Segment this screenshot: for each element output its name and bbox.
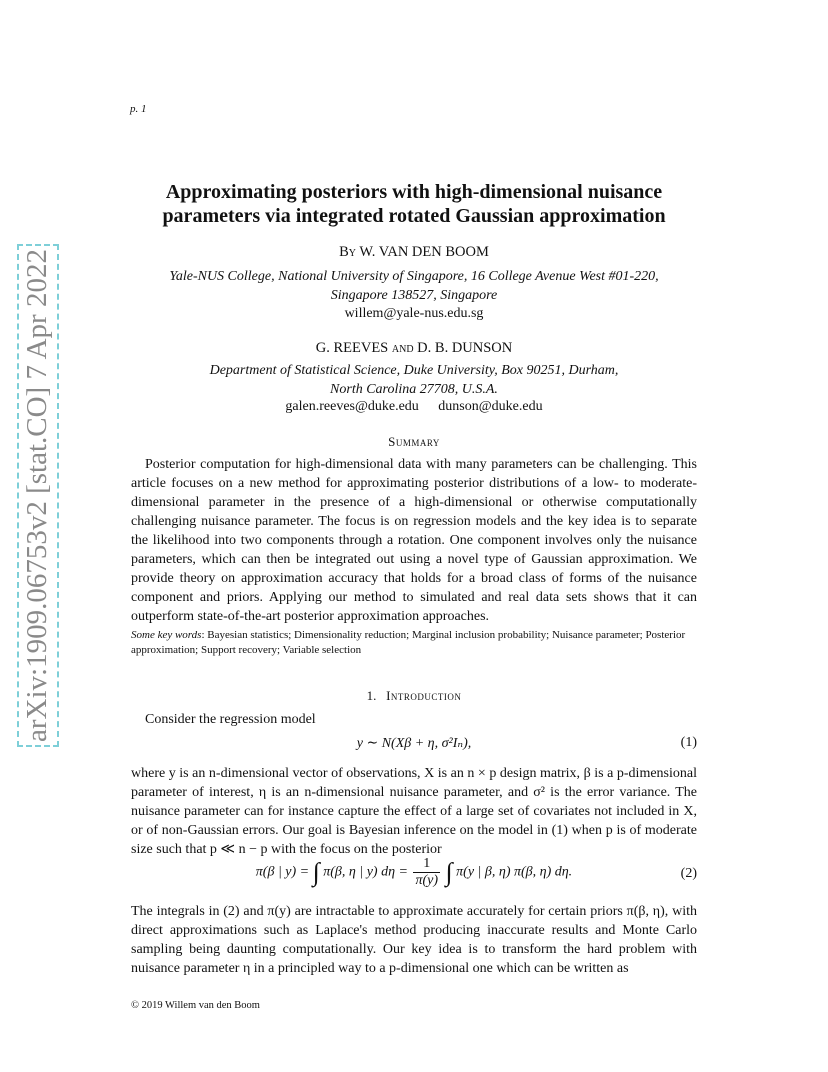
- by-label: By: [339, 244, 357, 260]
- authors-2-3-affiliation: [0, 361, 828, 399]
- authors-2-3: [0, 340, 828, 357]
- author-1-affiliation: [0, 267, 828, 305]
- author-2-name: G. REEVES: [315, 340, 389, 356]
- arxiv-stamp: arXiv:1909.06753v2 [stat.CO] 7 Apr 2022: [21, 249, 53, 742]
- equation-2: [131, 856, 697, 896]
- affiliation-1-line-1: Yale-NUS College, National University of Singapore, 16 College Avenue West #01-220,: [169, 269, 659, 284]
- equation-2-body: [131, 856, 697, 889]
- equation-2-integrand-2: π(y | β, η) π(β, η) dη.: [456, 864, 573, 880]
- equation-2-integrand-1: π(β, η | y) dη =: [323, 864, 408, 880]
- keywords: [131, 628, 697, 658]
- fraction-denominator: π(y): [415, 873, 439, 888]
- equation-1-number: (1): [680, 735, 697, 750]
- page-number: p. 1: [130, 103, 147, 115]
- affiliation-2-line-1: Department of Statistical Science, Duke University, Box 90251, Durham,: [209, 363, 619, 378]
- section-number: 1.: [366, 688, 377, 703]
- title-line-1: Approximating posteriors with high-dimensional nuisance: [165, 181, 663, 203]
- equation-1-body: y ∼ N(Xβ + η, σ²Iₙ),: [356, 736, 472, 751]
- affiliation-2-line-2: North Carolina 27708, U.S.A.: [330, 382, 498, 397]
- paper-title: [0, 180, 828, 228]
- integral-sign-1: ∫: [312, 857, 320, 887]
- equation-2-fraction: [413, 856, 440, 889]
- intro-paragraph-1: Consider the regression model: [145, 712, 316, 727]
- intro-paragraph-2: where y is an n-dimensional vector of observations, X is an n × p design matrix, β is a p-dimensional parameter of interest, η is an n-dimensional nuisance parameter, and σ² is the error variance. The nuisance parameter can for instance capture the effect of a large set of covariates not included in X, or of non-Gaussian errors. Our goal is Bayesian inference on the model in (1) when p is of moderate size such that p ≪ n − p with the focus on the posterior: [131, 766, 697, 857]
- affiliation-1-line-2: Singapore 138527, Singapore: [330, 288, 498, 303]
- equation-2-lhs: π(β | y) =: [255, 864, 310, 880]
- equation-2-number: (2): [680, 866, 697, 881]
- author-1-name: W. VAN DEN BOOM: [359, 244, 489, 260]
- integral-sign-2: ∫: [445, 857, 453, 887]
- author-3-email[interactable]: dunson@duke.edu: [438, 399, 543, 414]
- author-1-email[interactable]: willem@yale-nus.edu.sg: [344, 306, 484, 321]
- keywords-label: Some key words: [131, 629, 202, 641]
- authors-2-3-emails: [0, 399, 828, 415]
- title-line-2: parameters via integrated rotated Gaussian approximation: [162, 205, 666, 227]
- author-1: [0, 244, 828, 261]
- copyright-footer: © 2019 Willem van den Boom: [131, 1000, 260, 1011]
- and-connector: and: [391, 340, 414, 356]
- summary-heading: Summary: [388, 434, 440, 449]
- section-title: Introduction: [386, 688, 462, 703]
- intro-paragraph-3: The integrals in (2) and π(y) are intractable to approximate accurately for certain priors π(β, η), with direct approximations such as Laplace's method producing inaccurate results and Monte Carlo sampling being daunting computationally. Our key idea is to transform the hard problem with nuisance parameter η in a principled way to a p-dimensional one which can be written as: [131, 904, 697, 976]
- author-3-name: D. B. DUNSON: [417, 340, 513, 356]
- summary-paragraph: Posterior computation for high-dimensional data with many parameters can be challenging. This article focuses on a new method for approximating posterior distributions of a low- to moderate-dimensional parameter in the presence of a high-dimensional or otherwise computationally challenging nuisance parameter. The focus is on regression models and the key idea is to separate the likelihood into two components through a rotation. One component involves only the nuisance parameters, which can then be integrated out using a novel type of Gaussian approximation. We provide theory on approximation accuracy that holds for a broad class of forms of the nuisance component and priors. Applying our method to simulated and real data sets shows that it can outperform state-of-the-art posterior approximation approaches.: [131, 457, 697, 624]
- fraction-numerator: 1: [413, 856, 440, 873]
- keywords-text: : Bayesian statistics; Dimensionality reduction; Marginal inclusion probability; Nuisance parameter; Posterior approximation; Support recovery; Variable selection: [131, 629, 686, 656]
- section-heading: [0, 688, 828, 704]
- author-2-email[interactable]: galen.reeves@duke.edu: [285, 399, 419, 414]
